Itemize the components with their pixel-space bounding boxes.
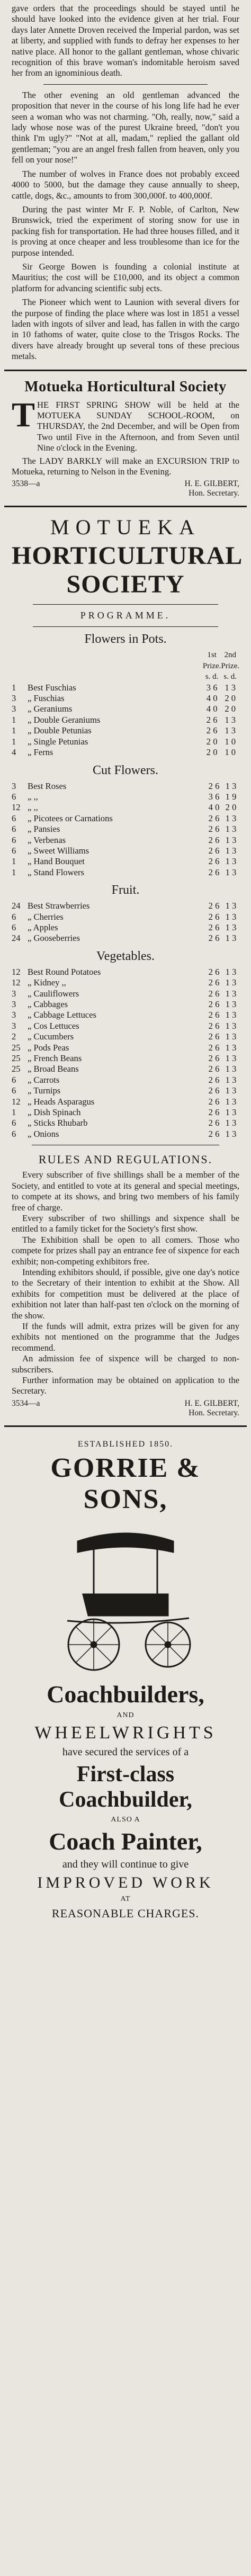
divider	[4, 506, 247, 507]
prize-row	[12, 846, 239, 856]
blank-cell	[12, 671, 28, 682]
item-cell: „ Turnips	[28, 1085, 61, 1096]
ad-line: REASONABLE CHARGES.	[51, 1906, 200, 1920]
qty-cell: 6	[12, 791, 16, 802]
notice-body	[12, 395, 239, 454]
article	[0, 0, 251, 362]
qty-cell: 12	[12, 977, 21, 988]
prize-row	[12, 999, 239, 1010]
qty-cell: 6	[12, 1118, 16, 1128]
first-prize-cell: 2 6	[206, 714, 218, 725]
rules-signer: H. E. GILBERT,	[184, 1398, 239, 1408]
item-cell: „ Carrots	[28, 1074, 60, 1085]
qty-cell: 3	[12, 1020, 16, 1031]
second-prize-cell: 1 3	[225, 714, 236, 725]
second-prize-cell: 1 3	[225, 977, 237, 988]
first-prize-cell: 2 6	[208, 1128, 220, 1139]
second-prize-cell: 1 9	[225, 791, 237, 802]
divider	[4, 370, 247, 371]
second-prize-cell: 1 3	[225, 1096, 237, 1107]
qty-cell: 1	[12, 682, 16, 693]
article-paragraph: gave orders that the proceedings should be stayed until he should have looked into the evidence given at her trial. Four days later Annette Droven received the Imperial pardon, was set at liberty, and supplied with funds to defray her expenses to her native place. All honor to the gallant gentleman, whose chivaric recognition of this brave woman's indomitable heroism saved her from an ignominious death.	[12, 3, 239, 78]
prize-header-row	[12, 650, 239, 671]
rules-signature	[12, 1399, 239, 1418]
first-prize-cell: 2 6	[208, 966, 220, 977]
second-prize-cell: 1 3	[225, 933, 237, 944]
second-prize-cell: 1 3	[225, 834, 237, 845]
qty-cell: 1	[12, 856, 16, 867]
prize-row	[12, 1097, 239, 1107]
first-prize-cell: 2 6	[208, 780, 220, 791]
article-paragraph: Sir George Bowen is founding a colonial institute at Mauritius; the cost will be £10,000, and its object a common platform for advancing scientific subj ects.	[12, 261, 239, 293]
qty-cell: 6	[12, 1128, 16, 1139]
rules-signer-block	[185, 1399, 239, 1418]
second-prize-cell: 1 3	[225, 1064, 237, 1074]
first-prize-cell: 4 0	[206, 693, 218, 704]
rules	[0, 1153, 251, 1418]
divider	[43, 84, 208, 85]
units-label: s. d.	[205, 672, 219, 681]
first-prize-cell: 2 6	[208, 1107, 220, 1118]
first-prize-cell: 2 6	[208, 911, 220, 922]
first-prize-cell: 2 6	[206, 725, 218, 736]
item-cell: „ Picotees or Carnations	[28, 813, 113, 823]
notice-ref: 3538—a	[12, 479, 40, 489]
first-prize-cell: 3 6	[208, 791, 220, 802]
prize-table	[12, 781, 239, 878]
blank-cell	[12, 650, 28, 671]
first-prize-cell: 2 6	[208, 824, 220, 834]
programme	[0, 515, 251, 1139]
qty-cell: 3	[12, 780, 16, 791]
item-cell: „ French Beans	[28, 1053, 82, 1064]
item-cell: „ Kidney ,,	[28, 977, 66, 988]
second-prize-cell: 1 3	[225, 922, 237, 932]
second-prize-cell: 1 0	[225, 747, 236, 758]
rules-paragraph: Further information may be obtained on application to the Secretary.	[12, 1375, 239, 1396]
item-cell: Best Roses	[28, 780, 67, 791]
prize-row	[12, 1085, 239, 1096]
item-cell: „ Cos Lettuces	[28, 1020, 79, 1031]
rules-title: RULES AND REGULATIONS.	[38, 1153, 213, 1166]
item-cell: „ Pansies	[28, 824, 60, 834]
qty-cell: 25	[12, 1064, 21, 1074]
second-prize-cell: 1 3	[225, 845, 237, 856]
qty-cell: 12	[12, 1096, 21, 1107]
prize-row	[12, 1021, 239, 1031]
first-prize-cell: 2 0	[206, 736, 218, 747]
second-prize-cell: 1 3	[225, 901, 237, 911]
prize-row	[12, 967, 239, 977]
second-prize-cell: 1 3	[225, 1031, 237, 1042]
first-prize-cell: 2 6	[208, 1042, 220, 1053]
item-cell: „ Apples	[28, 922, 58, 932]
qty-cell: 2	[12, 1031, 16, 1042]
second-prize-cell: 1 3	[225, 1010, 237, 1020]
prize-row	[12, 704, 239, 714]
article-paragraph: The Pioneer which went to Launion with several divers for the purpose of finding the place where was lost in 1851 a vessel laden with ingots of silver and lead, has fallen in with the cargo in 10 fathoms of water, quite close to the Trisgos Rocks. The divers have already brought up several tons of these precious metals.	[12, 297, 239, 362]
notice-signer-block	[185, 479, 239, 498]
programme-title-top: MOTUEKA	[50, 515, 201, 540]
prize-row	[12, 856, 239, 867]
qty-cell: 24	[12, 933, 21, 944]
qty-cell: 12	[12, 802, 21, 813]
first-prize-cell: 2 6	[208, 834, 220, 845]
second-prize-cell: 1 3	[225, 1042, 237, 1053]
rules-paragraph: Every subscriber of five shillings shall be a member of the Society, and entitled to vote at its general and special meetings, to compete at its shows, and bring two members of his family free of charge.	[12, 1170, 239, 1213]
qty-cell: 6	[12, 922, 16, 932]
article-paragraph: The number of wolves in France does not probably exceed 4000 to 5000, but the damage they cause annually to sheep, cattle, dogs, &c., amounts to from 300,000f. to 400,000f.	[12, 168, 239, 201]
first-prize-cell: 2 6	[208, 977, 220, 988]
prize-row	[12, 1075, 239, 1085]
second-prize-cell: 1 3	[225, 1085, 237, 1096]
section-heading: Vegetables.	[96, 949, 155, 963]
qty-cell: 12	[12, 966, 21, 977]
qty-cell: 25	[12, 1042, 21, 1053]
divider	[4, 1425, 247, 1427]
prize-row	[12, 802, 239, 813]
first-prize-cell: 2 6	[208, 845, 220, 856]
blank-cell	[28, 671, 203, 682]
prize-row	[12, 933, 239, 944]
ad-established: ESTABLISHED 1850.	[77, 1439, 174, 1449]
carriage-illustration	[46, 1520, 205, 1674]
item-cell: „ Fuschias	[28, 693, 65, 704]
qty-cell: 1	[12, 725, 16, 736]
second-prize-cell: 1 3	[225, 966, 237, 977]
prize-row	[12, 1031, 239, 1042]
qty-cell: 3	[12, 693, 16, 704]
second-prize-cell: 1 3	[225, 824, 237, 834]
qty-cell: 3	[12, 704, 16, 714]
prize-row	[12, 922, 239, 933]
rules-paragraph: Intending exhibitors should, if possible, give one day's notice to the Secretary of their intention to exhibit at the Show. All exhibits for competition must be delivered at the place of exhibition not later than half-past ten o'clock on the morning of the show.	[12, 1267, 239, 1321]
first-prize-cell: 2 6	[208, 1053, 220, 1064]
first-prize-cell: 2 6	[208, 1074, 220, 1085]
item-cell: „ Verbenas	[28, 834, 66, 845]
qty-cell: 6	[12, 834, 16, 845]
divider	[33, 626, 218, 627]
item-cell: „ Heads Asparagus	[28, 1096, 95, 1107]
rules-paragraph: The Exhibition shall be open to all comers. Those who compete for prizes shall pay an entrance fee of sixpence for each exhibit; non-competing exhibitors free.	[12, 1234, 239, 1267]
item-cell: „ Hand Bouquet	[28, 856, 85, 867]
drop-cap: T	[12, 395, 35, 434]
prize-row	[12, 747, 239, 758]
item-cell: „ Stand Flowers	[28, 867, 84, 877]
article-paragraph: The other evening an old gentleman advanced the proposition that never in the course of his long life had he ever seen a woman who was not charming. "Oh, really, now," said a lady whose nose was of the purest Ukraine breed, "don't you think I'm ugly?" "Not at all, madam," replied the gallant old gentleman; "you are an angel fresh fallen from heaven, only you fell on your nose!"	[12, 89, 239, 165]
second-prize-cell: 1 3	[225, 856, 237, 867]
item-cell: „ Sweet Williams	[28, 845, 89, 856]
prize-row	[12, 683, 239, 693]
qty-cell: 1	[12, 714, 16, 725]
second-prize-cell: 2 0	[225, 704, 236, 714]
first-prize-cell: 2 6	[208, 922, 220, 932]
qty-cell: 1	[12, 736, 16, 747]
item-cell: „ Cauliflowers	[28, 988, 79, 999]
notice-signer: H. E. GILBERT,	[184, 479, 239, 489]
first-prize-cell: 2 6	[208, 1020, 220, 1031]
prize-table	[12, 901, 239, 944]
rules-paragraph: Every subscriber of two shillings and sixpence shall be entitled to a family ticket for the Society's first show.	[12, 1213, 239, 1234]
item-cell: „ Single Petunias	[28, 736, 88, 747]
section-heading: Flowers in Pots.	[84, 632, 167, 647]
ad-firm-name: GORRIE & SONS,	[50, 1452, 201, 1514]
prize-row	[12, 1107, 239, 1118]
qty-cell: 3	[12, 999, 16, 1009]
second-prize-cell: 1 3	[225, 725, 236, 736]
item-cell: Best Round Potatoes	[28, 966, 101, 977]
item-cell: Best Strawberries	[28, 901, 90, 911]
item-cell: „ Double Petunias	[28, 725, 92, 736]
qty-cell: 4	[12, 747, 16, 758]
second-prize-cell: 1 3	[225, 780, 237, 791]
notice-role: Hon. Secretary.	[189, 489, 239, 498]
rules-paragraph: An admission fee of sixpence will be charged to non-subscribers.	[12, 1353, 239, 1375]
first-prize-cell: 4 0	[208, 802, 220, 813]
programme-subtitle: PROGRAMME.	[80, 610, 171, 621]
section-heading: Cut Flowers.	[92, 763, 158, 777]
qty-cell: 6	[12, 824, 16, 834]
second-prize-cell: 2 0	[225, 693, 236, 704]
notice-paragraph: HE FIRST SPRING SHOW will be held at the MOTUEKA SUNDAY SCHOOL-ROOM, on THURSDAY, the 2nd December, and will be Open from Two until Five in the Afternoon, and from Seven until Nine o'clock in the Evening.	[37, 399, 239, 453]
first-prize-cell: 3 6	[206, 682, 218, 693]
prize-row	[12, 813, 239, 824]
first-prize-cell: 2 6	[208, 867, 220, 877]
second-prize-cell: 1 3	[225, 682, 236, 693]
prize-row	[12, 715, 239, 725]
first-prize-cell: 2 6	[208, 999, 220, 1009]
units-label: s. d.	[223, 672, 237, 681]
first-prize-cell: 2 6	[208, 1118, 220, 1128]
prize-table	[12, 967, 239, 1140]
blank-cell	[28, 650, 203, 671]
qty-cell: 24	[12, 901, 21, 911]
second-prize-cell: 1 3	[225, 1020, 237, 1031]
ad-line: have secured the services of a	[62, 1746, 189, 1758]
ad-line: WHEELWRIGHTS	[34, 1722, 217, 1743]
item-cell: „ Sticks Rhubarb	[28, 1118, 88, 1128]
second-prize-cell: 1 3	[225, 1053, 237, 1064]
rules-paragraph: If the funds will admit, extra prizes will be given for any exhibits not mentioned on the programme that the Judges recommend.	[12, 1321, 239, 1353]
show-notice	[0, 379, 251, 499]
second-prize-cell: 1 3	[225, 999, 237, 1009]
programme-title-main: HORTICULTURAL SOCIETY	[12, 542, 243, 599]
prize-row	[12, 693, 239, 704]
first-prize-cell: 2 6	[208, 1064, 220, 1074]
qty-cell: 3	[12, 988, 16, 999]
second-prize-cell: 1 0	[225, 736, 236, 747]
first-prize-cell: 2 0	[206, 747, 218, 758]
item-cell: „ ,,	[28, 802, 38, 813]
second-prize-cell: 1 3	[225, 1107, 237, 1118]
qty-cell: 6	[12, 845, 16, 856]
ad-line: AND	[116, 1711, 135, 1719]
divider	[33, 604, 218, 605]
item-cell: „ Gooseberries	[28, 933, 80, 944]
article-paragraph: During the past winter Mr F. P. Noble, of Carlton, New Brunswick, tried the experiment of storing snow for use in packing fish for transportation. He had three houses filled, and it is proving at once cheaper and less troublesome than ice for the purpose intended.	[12, 204, 239, 258]
first-prize-cell: 2 6	[208, 1031, 220, 1042]
rules-ref: 3534—a	[12, 1398, 40, 1408]
qty-cell: 6	[12, 813, 16, 823]
prize-row	[12, 1053, 239, 1064]
second-prize-cell: 1 3	[225, 988, 237, 999]
prize-row	[12, 1064, 239, 1074]
prize-row	[12, 1129, 239, 1139]
units-row	[12, 671, 239, 682]
prize-row	[12, 835, 239, 846]
prize-row	[12, 737, 239, 747]
section-heading: Fruit.	[111, 883, 140, 897]
prize-row	[12, 977, 239, 988]
prize-row	[12, 912, 239, 922]
second-prize-cell: 1 3	[225, 813, 237, 823]
item-cell: „ Double Geraniums	[28, 714, 101, 725]
item-cell: „ Cucumbers	[28, 1031, 74, 1042]
ad-line: IMPROVED WORK	[37, 1873, 214, 1891]
second-prize-cell: 1 3	[225, 1118, 237, 1128]
second-prize-cell: 2 0	[225, 802, 237, 813]
first-prize-cell: 2 6	[208, 813, 220, 823]
qty-cell: 1	[12, 867, 16, 877]
first-prize-cell: 2 6	[208, 901, 220, 911]
ad-line: Coachbuilders,	[47, 1680, 204, 1708]
qty-cell: 6	[12, 1074, 16, 1085]
notice-signature	[12, 479, 239, 498]
first-prize-header: 1st Prize.	[202, 651, 221, 670]
prize-row	[12, 725, 239, 736]
ad-line: Coach Painter,	[49, 1827, 202, 1855]
item-cell: „ Onions	[28, 1128, 59, 1139]
item-cell: „ Cherries	[28, 911, 64, 922]
item-cell: Best Fuschias	[28, 682, 76, 693]
item-cell: „ Broad Beans	[28, 1064, 79, 1074]
first-prize-cell: 2 6	[208, 1085, 220, 1096]
item-cell: „ Cabbages	[28, 999, 68, 1009]
prize-row	[12, 1010, 239, 1020]
first-prize-cell: 2 6	[208, 988, 220, 999]
item-cell: „ Ferns	[28, 747, 53, 758]
notice-title: Motueka Horticultural Society	[24, 378, 227, 395]
prize-row	[12, 901, 239, 911]
prize-row	[12, 1043, 239, 1053]
qty-cell: 25	[12, 1053, 21, 1064]
qty-cell: 3	[12, 1010, 16, 1020]
ad-line: and they will continue to give	[62, 1858, 189, 1870]
item-cell: „ Pods Peas	[28, 1042, 69, 1053]
prize-row	[12, 1118, 239, 1128]
prize-row	[12, 867, 239, 878]
prize-row	[12, 781, 239, 792]
advertisement	[0, 1440, 251, 1920]
qty-cell: 1	[12, 1107, 16, 1118]
item-cell: „ ,,	[28, 791, 38, 802]
ad-line: First-class Coachbuilder,	[59, 1762, 192, 1812]
ad-line: AT	[120, 1895, 131, 1903]
qty-cell: 6	[12, 911, 16, 922]
second-prize-cell: 1 3	[225, 1074, 237, 1085]
prize-row	[12, 792, 239, 802]
prize-row	[12, 989, 239, 999]
prize-row	[12, 824, 239, 834]
rules-role: Hon. Secretary.	[189, 1408, 239, 1417]
prize-sections	[12, 632, 239, 1139]
ad-line: ALSO A	[111, 1815, 140, 1824]
second-prize-cell: 1 3	[225, 1128, 237, 1139]
second-prize-header: 2nd Prize.	[221, 651, 239, 670]
second-prize-cell: 1 3	[225, 911, 237, 922]
first-prize-cell: 2 6	[208, 1010, 220, 1020]
first-prize-cell: 4 0	[206, 704, 218, 714]
item-cell: „ Dish Spinach	[28, 1107, 81, 1118]
first-prize-cell: 2 6	[208, 933, 220, 944]
notice-paragraph: The LADY BARKLY will make an EXCURSION TRIP to Motueka, returning to Nelson in the Evening.	[12, 455, 239, 477]
prize-table	[12, 650, 239, 758]
qty-cell: 6	[12, 1085, 16, 1096]
first-prize-cell: 2 6	[208, 1096, 220, 1107]
first-prize-cell: 2 6	[208, 856, 220, 867]
second-prize-cell: 1 3	[225, 867, 237, 877]
item-cell: „ Geraniums	[28, 704, 73, 714]
item-cell: „ Cabbage Lettuces	[28, 1010, 96, 1020]
